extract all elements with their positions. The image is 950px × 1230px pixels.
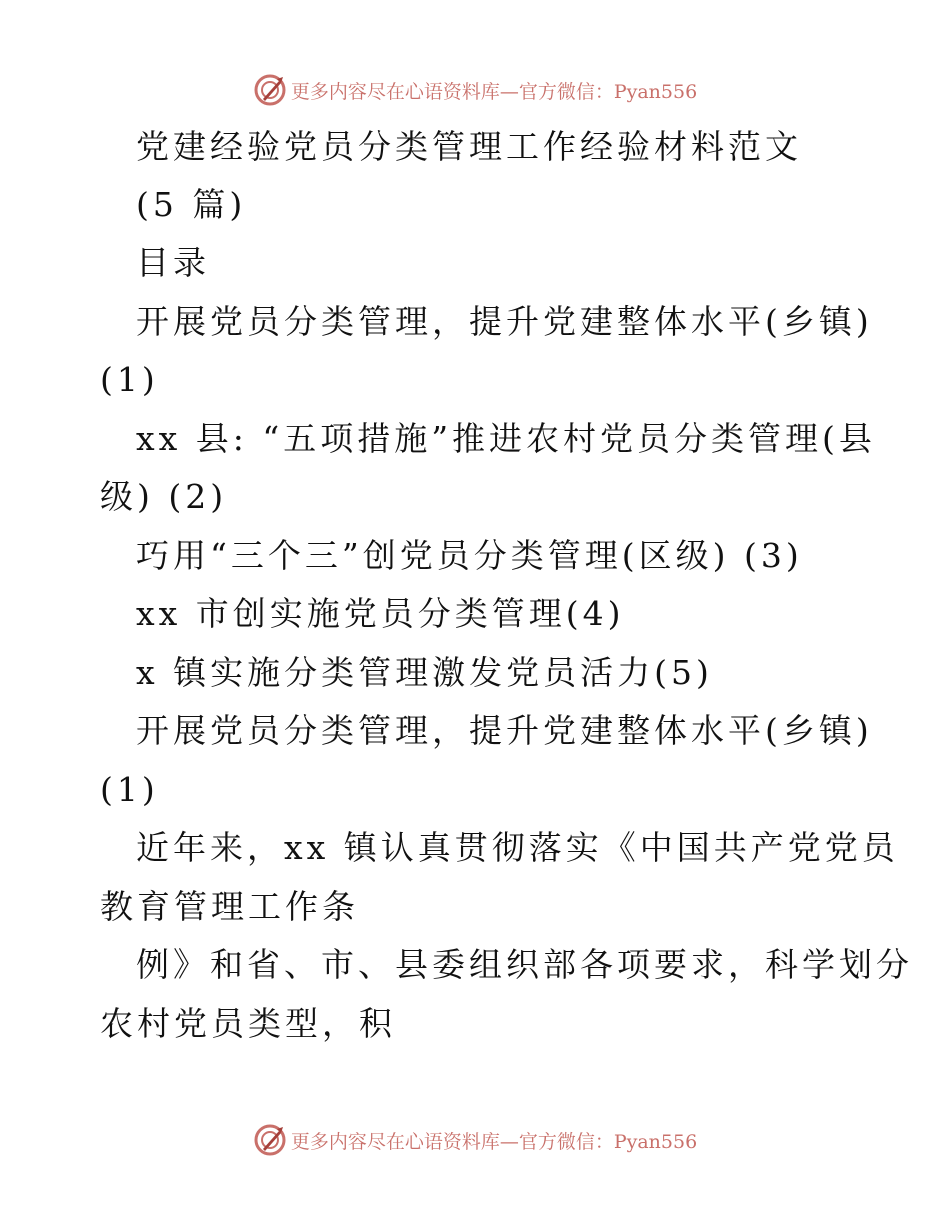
quill-seal-icon: [253, 1123, 287, 1157]
quill-seal-icon: [253, 73, 287, 107]
watermark-header: [0, 70, 950, 110]
section-heading-number: (1): [100, 770, 159, 809]
toc-item: 开展党员分类管理，提升党建整体水平(乡镇): [136, 302, 873, 341]
toc-item-continuation: 级) (2): [100, 477, 228, 516]
body-paragraph-line: 例》和省、市、县委组织部各项要求，科学划分: [136, 945, 913, 984]
toc-item: xx 市创实施党员分类管理(4): [136, 594, 625, 633]
document-title-count: (5 篇): [136, 185, 247, 224]
body-paragraph-line: 教育管理工作条: [100, 887, 359, 926]
watermark-footer: [0, 1120, 950, 1160]
document-title: 党建经验党员分类管理工作经验材料范文: [136, 127, 802, 166]
watermark-text: 更多内容尽在心语资料库—官方微信：Pyan556: [290, 1130, 698, 1153]
toc-item: xx 县: “五项措施”推进农村党员分类管理(县: [136, 419, 876, 458]
body-paragraph-line: 农村党员类型，积: [100, 1004, 396, 1043]
toc-item-page: (1): [100, 360, 159, 399]
watermark-text: 更多内容尽在心语资料库—官方微信：Pyan556: [290, 80, 698, 103]
body-paragraph-line: 近年来，xx 镇认真贯彻落实《中国共产党党员: [136, 828, 899, 867]
toc-heading: 目录: [136, 243, 210, 282]
section-heading: 开展党员分类管理，提升党建整体水平(乡镇): [136, 711, 873, 750]
toc-item: 巧用“三个三”创党员分类管理(区级) (3): [136, 536, 803, 575]
toc-item: x 镇实施分类管理激发党员活力(5): [136, 653, 713, 692]
